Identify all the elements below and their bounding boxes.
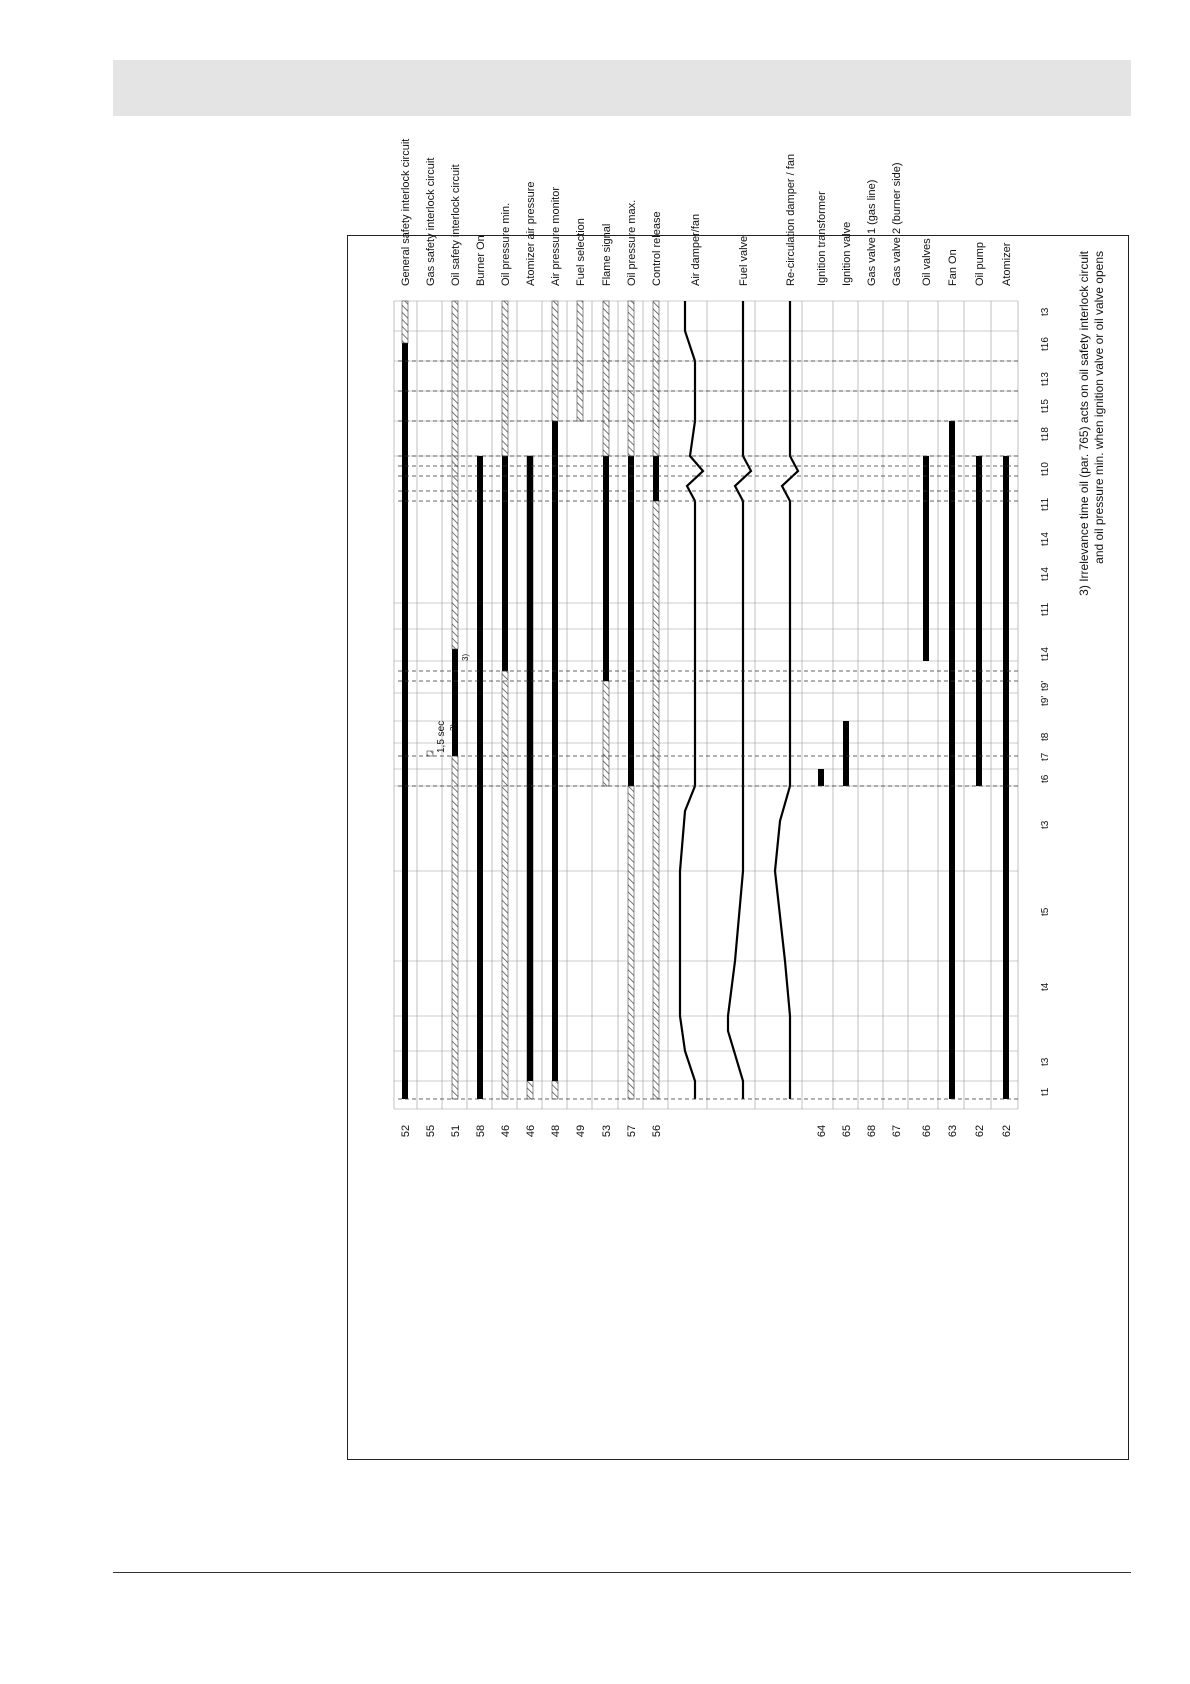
sequence-diagram [348, 138, 1130, 1461]
signal-bar [653, 456, 659, 501]
time-label: t14 [1040, 647, 1051, 661]
signal-number: 55 [425, 1124, 437, 1138]
signal-number: 49 [575, 1124, 587, 1138]
signal-label: Oil pressure max. [626, 199, 638, 286]
signal-bar [976, 456, 982, 786]
signal-bar-hatched [653, 301, 659, 456]
signal-label: Air damper/fan [690, 213, 702, 286]
signal-label: Oil safety interlock circuit [450, 164, 462, 286]
signal-bar-hatched [552, 1081, 558, 1099]
signal-bar-hatched [603, 301, 609, 456]
time-label: t5 [1040, 907, 1051, 916]
signal-bar-hatched [628, 786, 634, 1099]
time-label: t11 [1040, 497, 1051, 511]
time-label: t10 [1040, 462, 1051, 476]
signal-label: General safety interlock circuit [400, 138, 412, 286]
signal-bar-hatched [603, 681, 609, 786]
time-label: t15 [1040, 399, 1051, 413]
signal-bar [818, 769, 824, 786]
signal-label: Ignition transformer [816, 191, 828, 286]
signal-number: 57 [626, 1124, 638, 1138]
signal-number: 52 [400, 1124, 412, 1138]
signal-bar [1003, 456, 1009, 1099]
signal-number: 68 [866, 1124, 878, 1138]
footnote-line: and oil pressure min. when ignition valve or oil valve opens [1092, 251, 1106, 564]
time-label: t9' [1040, 680, 1051, 691]
signal-label: Gas safety interlock circuit [425, 157, 437, 286]
signal-bar [923, 456, 929, 661]
signal-number: 48 [550, 1124, 562, 1138]
signal-label: Fuel selection [575, 218, 587, 286]
time-label: t9' [1040, 695, 1051, 706]
time-label: t6 [1040, 774, 1051, 783]
signal-label: Flame signal [601, 223, 613, 286]
signal-label: Fuel valve [738, 235, 750, 286]
time-label: t3 [1040, 307, 1051, 316]
signal-label: Atomizer [1001, 242, 1013, 286]
signal-number: 62 [1001, 1124, 1013, 1138]
signal-bar [477, 456, 483, 1099]
time-label: t1 [1040, 1087, 1051, 1096]
signal-number: 66 [921, 1124, 933, 1138]
signal-bar-hatched [628, 301, 634, 456]
note-ref: 3) [449, 723, 458, 731]
signal-label: Control release [651, 211, 663, 286]
signal-number: 46 [500, 1124, 512, 1138]
signal-label: Re-circulation damper / fan [785, 153, 797, 286]
signal-bar [843, 721, 849, 786]
signal-label: Atomizer air pressure [525, 181, 537, 286]
time-label: t18 [1040, 427, 1051, 441]
sec-annotation: 1,5 sec [436, 720, 447, 753]
signal-number: 64 [816, 1124, 828, 1138]
signal-label: Oil valves [921, 238, 933, 286]
time-label: t3 [1040, 820, 1051, 829]
signal-bar [527, 456, 533, 1081]
time-label: t4 [1040, 982, 1051, 991]
signal-bar-hatched [653, 501, 659, 1099]
signal-label: Air pressure monitor [550, 186, 562, 286]
signal-bar [949, 421, 955, 1099]
signal-label: Oil pump [974, 241, 986, 286]
time-label: t11 [1040, 602, 1051, 616]
footnote-line: 3) Irrelevance time oil (par. 765) acts on oil safety interlock circuit [1077, 251, 1091, 596]
signal-number: 51 [450, 1124, 462, 1138]
signal-bar-hatched [402, 301, 408, 343]
time-label: t13 [1040, 372, 1051, 386]
signal-bar [502, 456, 508, 671]
signal-label: Gas valve 1 (gas line) [866, 179, 878, 286]
signal-bar [552, 421, 558, 1081]
signal-number: 63 [947, 1124, 959, 1138]
signal-bar-hatched [502, 671, 508, 1099]
signal-number: 67 [891, 1124, 903, 1138]
signal-label: Ignition valve [841, 221, 853, 286]
diagram-frame [347, 138, 1129, 1460]
footer-rule [113, 1572, 1131, 1573]
signal-number: 46 [525, 1124, 537, 1138]
time-label: t14 [1040, 532, 1051, 546]
signal-bar-hatched [427, 751, 433, 756]
time-label: t3 [1040, 1057, 1051, 1066]
signal-label: Oil pressure min. [500, 202, 512, 286]
valve-curve [728, 301, 751, 1099]
signal-number: 65 [841, 1124, 853, 1138]
time-label: t16 [1040, 337, 1051, 351]
signal-label: Fan On [947, 249, 959, 286]
header-band [113, 60, 1131, 116]
signal-number: 62 [974, 1124, 986, 1138]
time-label: t14 [1040, 567, 1051, 581]
signal-label: Burner On [475, 235, 487, 286]
signal-bar-hatched [452, 756, 458, 1099]
signal-bar-hatched [502, 301, 508, 456]
time-label: t7 [1040, 752, 1051, 761]
signal-number: 53 [601, 1124, 613, 1138]
signal-number: 56 [651, 1124, 663, 1138]
signal-label: Gas valve 2 (burner side) [891, 162, 903, 286]
signal-number: 58 [475, 1124, 487, 1138]
signal-bar [603, 456, 609, 681]
signal-bar [628, 456, 634, 786]
time-label: t8 [1040, 732, 1051, 741]
signal-bar-hatched [452, 301, 458, 649]
note-ref: 3) [461, 653, 470, 661]
signal-bar [452, 649, 458, 726]
